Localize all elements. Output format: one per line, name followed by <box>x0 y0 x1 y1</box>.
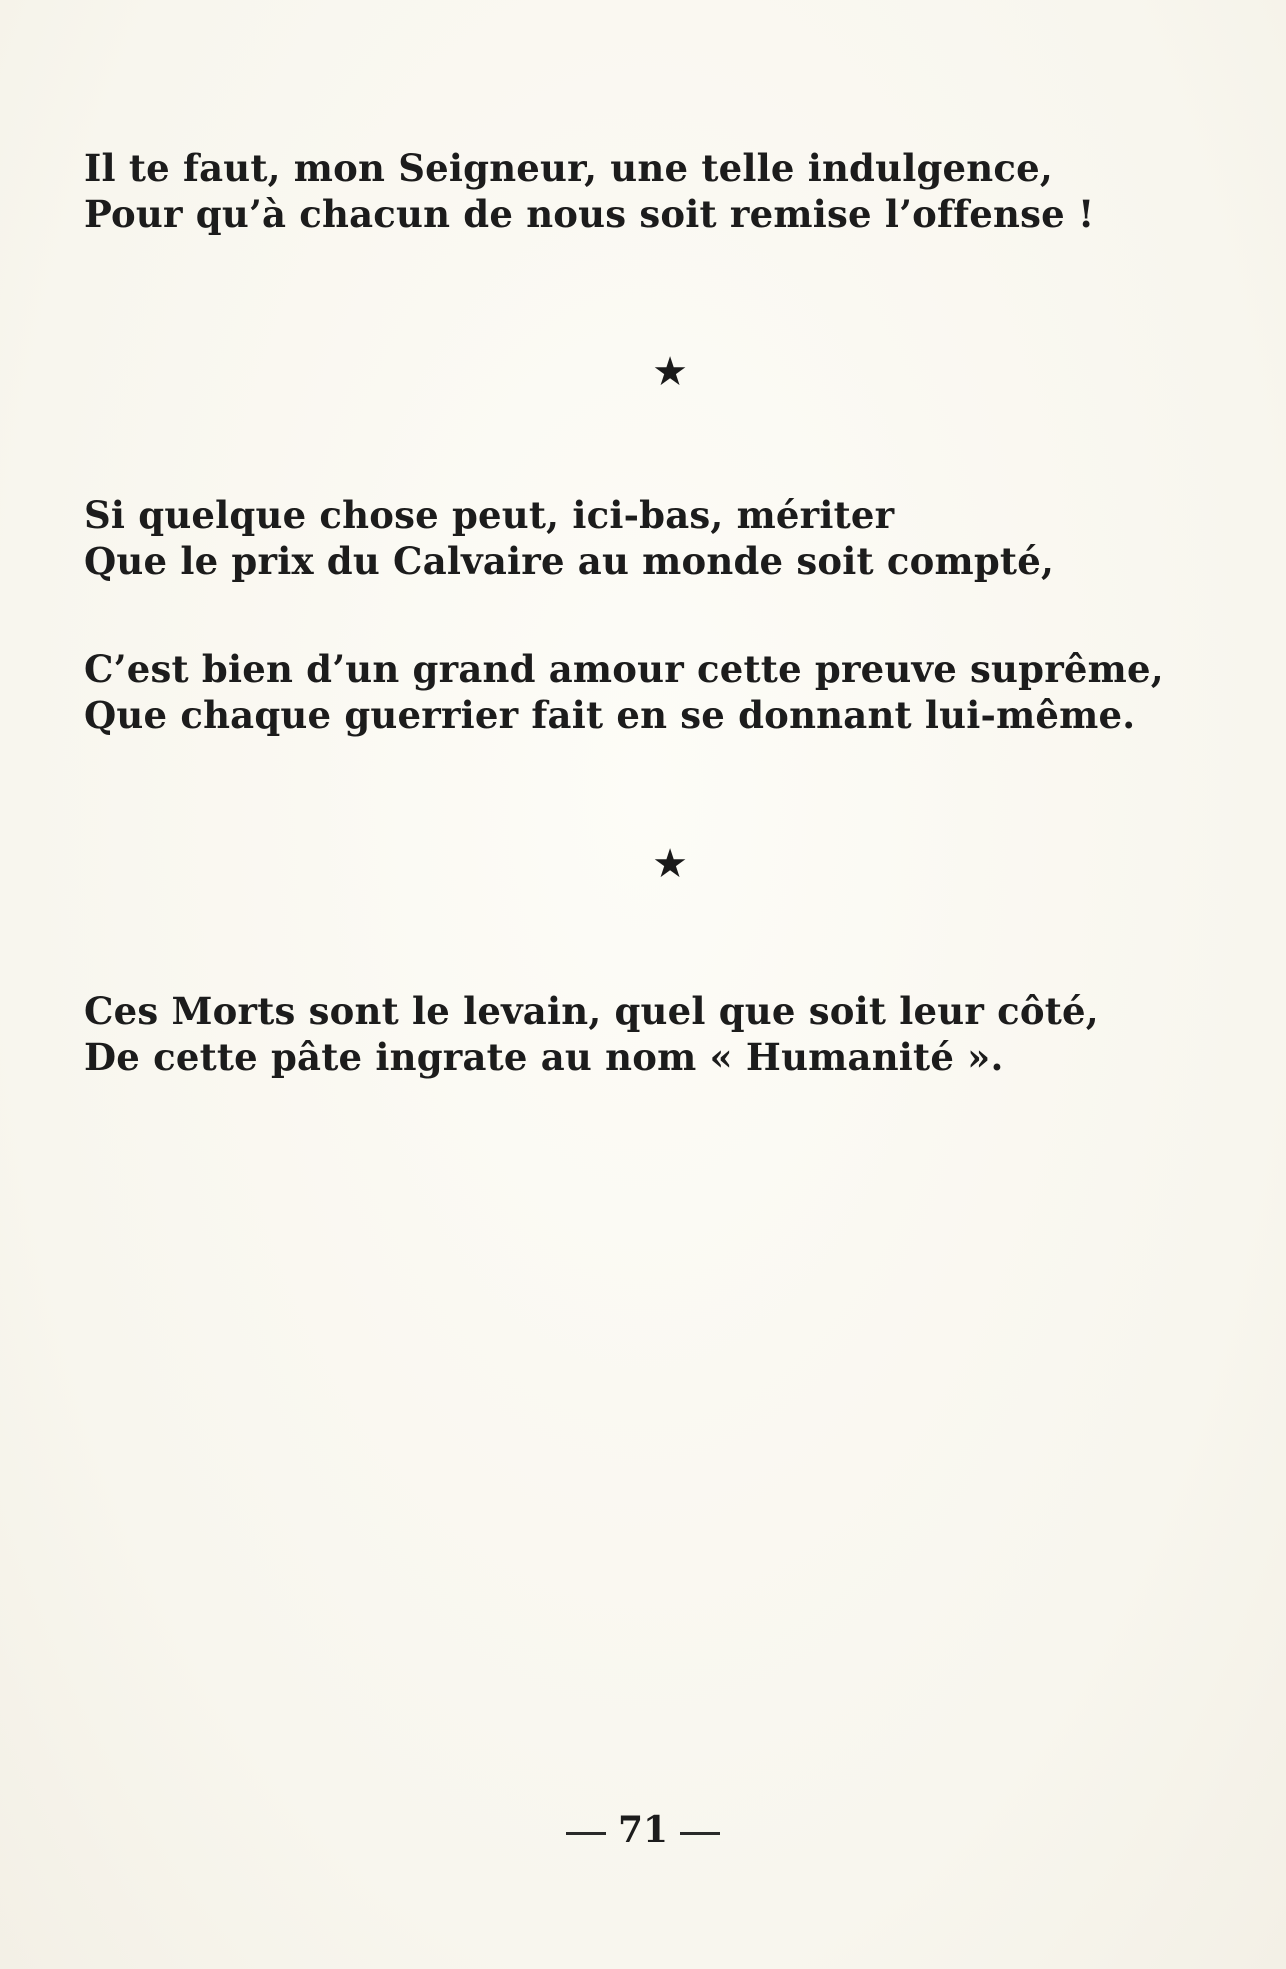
star-separator-icon: ★ <box>652 349 688 395</box>
star-separator-icon: ★ <box>652 841 688 887</box>
page-number-value: 71 <box>617 1809 669 1851</box>
verse-line: C’est bien d’un grand amour cette preuve suprême, <box>84 647 1164 691</box>
verse-line: Que chaque guerrier fait en se donnant lui-même. <box>84 693 1136 737</box>
verse-line: Il te faut, mon Seigneur, une telle indulgence, <box>84 146 1053 190</box>
stanza-1 <box>84 145 1214 237</box>
verse-line: Que le prix du Calvaire au monde soit compté, <box>84 539 1055 583</box>
dash-left <box>566 1832 606 1835</box>
dash-right <box>680 1832 720 1835</box>
stanza-3 <box>84 646 1214 738</box>
verse-line: Ces Morts sont le levain, quel que soit leur côté, <box>84 989 1099 1033</box>
verse-line: Si quelque chose peut, ici-bas, mériter <box>84 493 895 537</box>
stanza-4 <box>84 988 1214 1080</box>
verse-line: De cette pâte ingrate au nom « Humanité ». <box>84 1035 1004 1079</box>
stanza-2 <box>84 492 1214 584</box>
verse-line: Pour qu’à chacun de nous soit remise l’offense ! <box>84 192 1095 236</box>
page-number <box>0 1805 1286 1855</box>
